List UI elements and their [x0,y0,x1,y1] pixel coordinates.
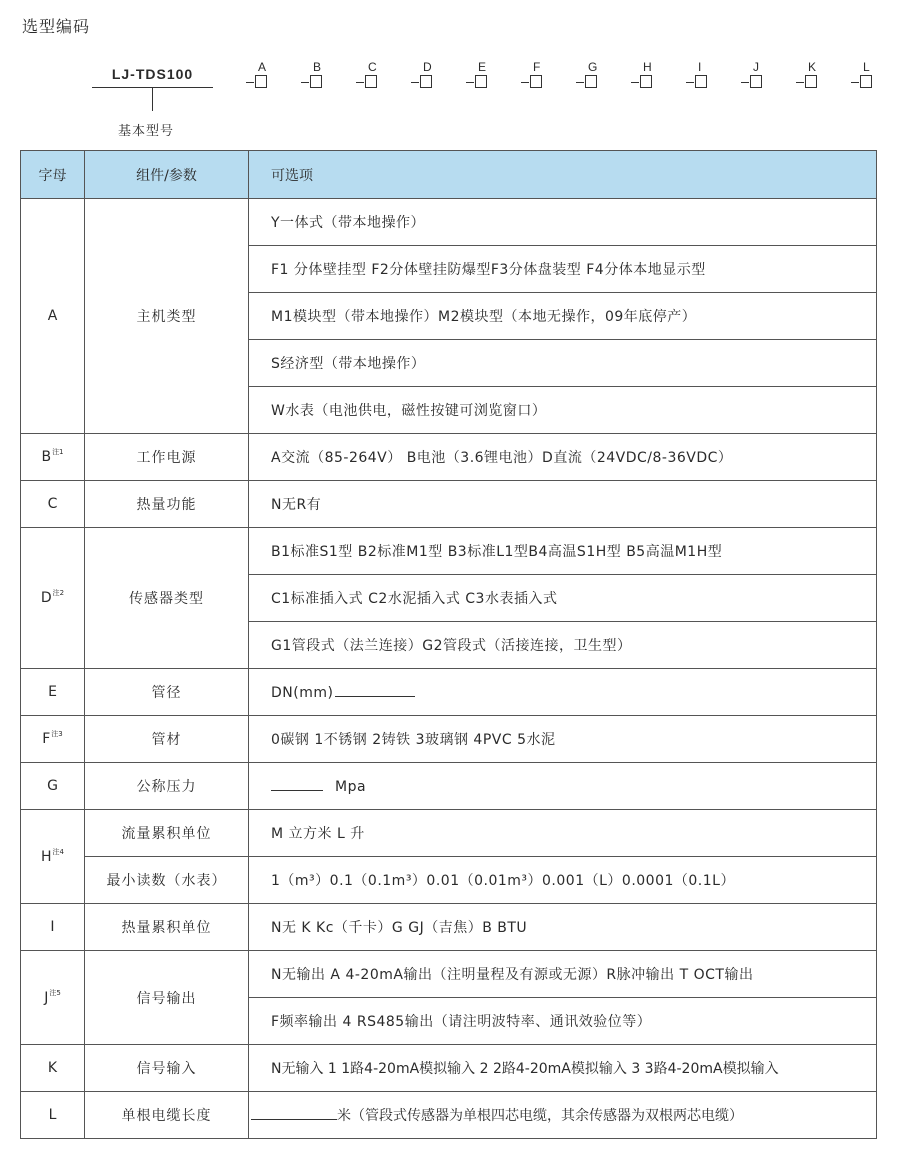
section-title: 选型编码 [22,17,91,36]
option-cell: N无 K Kc（千卡）G GJ（吉焦）B BTU [249,904,877,951]
footnote-marker: 注2 [52,589,65,597]
row-letter-f: F$^{注3}$ [21,716,85,763]
blank-field [335,684,415,697]
base-model-code: LJ-TDS100 [111,66,194,82]
table-row [21,528,877,575]
option-cell: N无输入 1 1路4-20mA模拟输入 2 2路4-20mA模拟输入 3 3路4-20mA模拟输入 [249,1045,877,1092]
code-slot-a: A [246,60,276,92]
base-model-pointer-line [152,88,153,111]
row-letter-l: L [21,1092,85,1139]
table-row [21,1045,877,1092]
table-row [21,716,877,763]
code-slot-c: C [356,60,386,92]
option-cell: A交流（85-264V） B电池（3.6锂电池）D直流（24VDC/8-36VDC） [249,434,877,481]
row-component-b: 工作电源 [85,434,249,481]
row-component-g: 公称压力 [85,763,249,810]
table-row [21,904,877,951]
option-cell: M 立方米 L 升 [249,810,877,857]
option-cell: F频率输出 4 RS485输出（请注明波特率、通讯效验位等） [249,998,877,1045]
row-letter-h: H$^{注4}$ [21,810,85,904]
row-component-a: 主机类型 [85,199,249,434]
footnote-marker: 注4 [52,847,64,856]
code-slot-l: L [851,60,881,92]
table-row [21,669,877,716]
option-cell: 米（管段式传感器为单根四芯电缆，其余传感器为双根两芯电缆） [249,1092,877,1139]
option-cell: Mpa [249,763,877,810]
row-letter-g: G [21,763,85,810]
code-slot-i: I [686,60,716,92]
table-header-row [21,151,877,199]
row-component-e: 管径 [85,669,249,716]
row-component-h1: 流量累积单位 [85,810,249,857]
option-cell: N无R有 [249,481,877,528]
header-letter: 字母 [21,151,85,199]
table-row [21,810,877,857]
row-letter-e: E [21,669,85,716]
footnote-marker: 注5 [49,988,61,997]
table-row [21,434,877,481]
row-letter-b: B$^{注1}$ [21,434,85,481]
table-row [21,1092,877,1139]
row-letter-j: J$^{注5}$ [21,951,85,1045]
option-cell: S经济型（带本地操作） [249,340,877,387]
row-component-i: 热量累积单位 [85,904,249,951]
code-slot-g: G [576,60,606,92]
option-cell: M1模块型（带本地操作）M2模块型（本地无操作，09年底停产） [249,293,877,340]
row-component-k: 信号输入 [85,1045,249,1092]
row-component-c: 热量功能 [85,481,249,528]
footnote-marker: 注1 [52,448,64,456]
option-cell: B1标准S1型 B2标准M1型 B3标准L1型B4高温S1H型 B5高温M1H型 [249,528,877,575]
option-cell: G1管段式（法兰连接）G2管段式（活接连接，卫生型） [249,622,877,669]
option-cell: W水表（电池供电，磁性按键可浏览窗口） [249,387,877,434]
option-cell: Y一体式（带本地操作） [249,199,877,246]
code-slot-f: F [521,60,551,92]
base-model-caption: 基本型号 [118,124,175,139]
code-slot-d: D [411,60,441,92]
header-component: 组件/参数 [85,151,249,199]
footnote-marker: 注3 [51,730,63,738]
option-cell: 1（m³）0.1（0.1m³）0.01（0.01m³）0.001（L）0.0001（0.1L） [249,857,877,904]
table-row [21,857,877,904]
code-slot-b: B [301,60,331,92]
row-component-d: 传感器类型 [85,528,249,669]
code-slot-h: H [631,60,661,92]
table-row [21,951,877,998]
row-component-f: 管材 [85,716,249,763]
row-component-h2: 最小读数（水表） [85,857,249,904]
code-slot-k: K [796,60,826,92]
row-letter-c: C [21,481,85,528]
row-letter-k: K [21,1045,85,1092]
row-letter-i: I [21,904,85,951]
row-letter-d: D$^{注2}$ [21,528,85,669]
blank-field [251,1107,337,1120]
selection-code-table [20,150,877,1139]
code-slot-e: E [466,60,496,92]
option-cell: N无输出 A 4-20mA输出（注明量程及有源或无源）R脉冲输出 T OCT输出 [249,951,877,998]
table-row [21,481,877,528]
code-slot-j: J [741,60,771,92]
table-row [21,199,877,246]
option-cell: 0碳钢 1不锈钢 2铸铁 3玻璃钢 4PVC 5水泥 [249,716,877,763]
option-cell: DN(mm) [249,669,877,716]
table-row [21,763,877,810]
row-component-l: 单根电缆长度 [85,1092,249,1139]
header-options: 可选项 [249,151,877,199]
row-letter-a: A [21,199,85,434]
option-cell: C1标准插入式 C2水泥插入式 C3水表插入式 [249,575,877,622]
option-cell: F1 分体壁挂型 F2分体壁挂防爆型F3分体盘装型 F4分体本地显示型 [249,246,877,293]
blank-field [271,778,323,791]
row-component-j: 信号输出 [85,951,249,1045]
